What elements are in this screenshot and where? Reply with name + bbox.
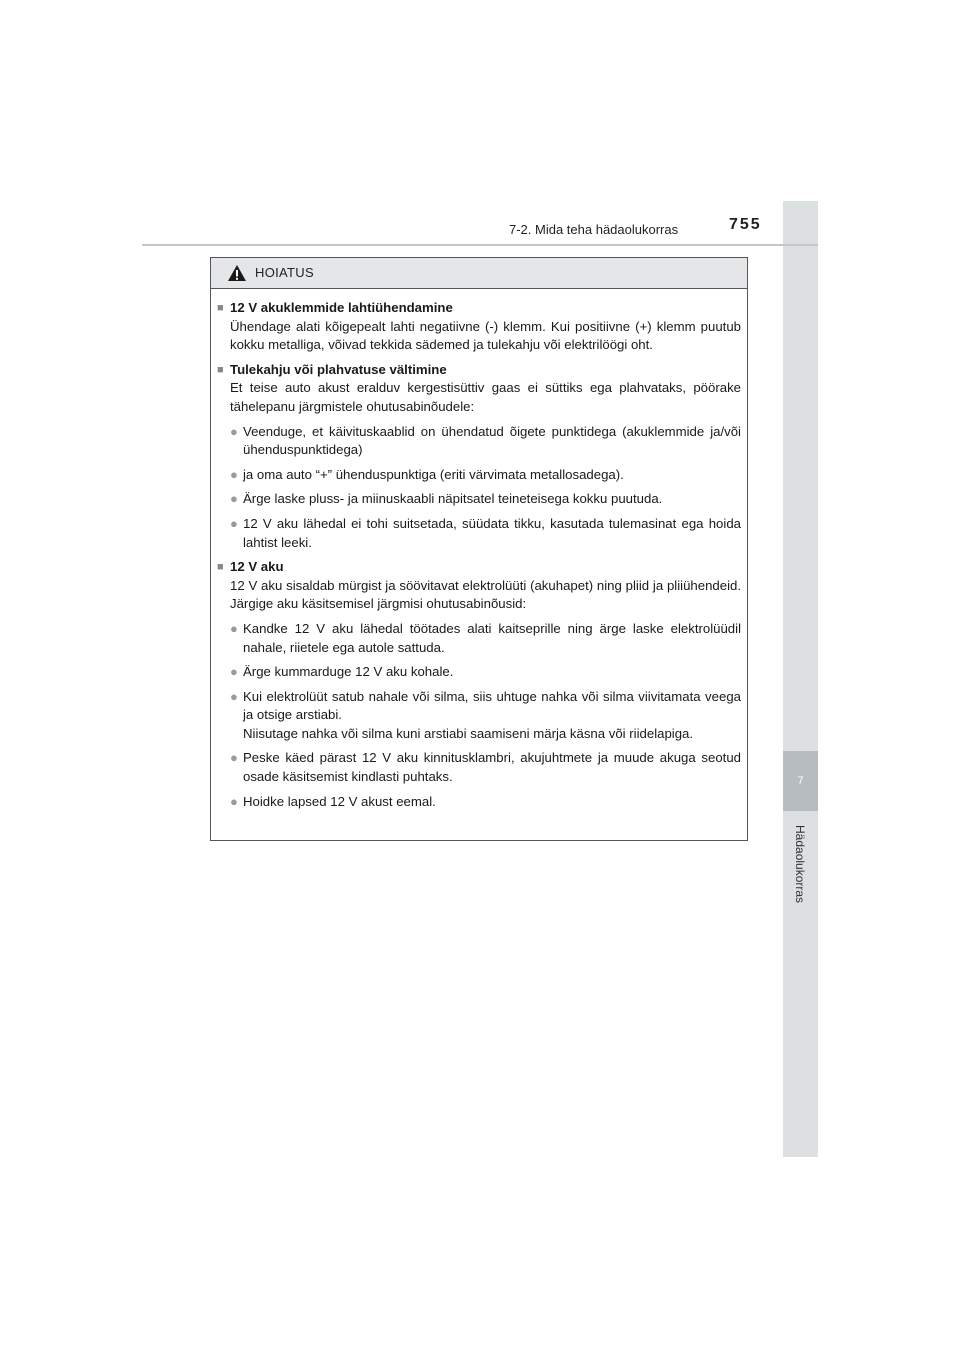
round-bullet-icon: ● — [230, 491, 238, 507]
chapter-number-tab: 7 — [783, 751, 818, 811]
warning-header — [211, 258, 747, 289]
bullet-item — [217, 688, 741, 744]
round-bullet-icon: ● — [230, 750, 238, 766]
bullet-text: Kui elektrolüüt satub nahale või silma, siis uhtuge nahka või silma viivitamata veega ja otsige arstiabi. Niisutage nahka või silma kuni arstiabi saamiseni märja käsna või riidelapiga. — [243, 688, 741, 741]
round-bullet-icon: ● — [230, 664, 238, 680]
round-bullet-icon: ● — [230, 515, 238, 531]
section-heading — [217, 299, 741, 318]
page-number: 755 — [729, 216, 762, 233]
round-bullet-icon: ● — [230, 688, 238, 704]
warning-title: HOIATUS — [255, 265, 314, 280]
bullet-item — [217, 749, 741, 786]
section-heading — [217, 361, 741, 380]
bullet-text: Kandke 12 V aku lähedal töötades alati kaitseprille ning ärge laske elektrolüüdil nahale, riietele ega autole sattuda. — [243, 620, 741, 655]
section-heading-text: Tulekahju või plahvatuse vältimine — [230, 361, 447, 377]
bullet-item — [217, 663, 741, 682]
bullet-text: Veenduge, et käivituskaablid on ühendatud õigete punktidega (akuklemmide ja/või ühenduspunktidega) — [243, 423, 741, 458]
square-bullet-icon: ■ — [217, 363, 224, 376]
section-paragraph: Ühendage alati kõigepealt lahti negatiivne (-) klemm. Kui positiivne (+) klemm puutub kokku metalliga, võivad tekkida sädemed ja tulekahju või elektrilöögi oht. — [230, 318, 741, 353]
bullet-item — [217, 490, 741, 509]
warning-triangle-icon — [227, 264, 247, 287]
bullet-item — [217, 423, 741, 460]
bullet-item — [217, 466, 741, 485]
section-paragraph: Et teise auto akust eralduv kergestisüttiv gaas ei süttiks ega plahvataks, pöörake tähelepanu järgmistele ohutusabinõudele: — [230, 380, 741, 414]
bullet-text: Peske käed pärast 12 V aku kinnitusklambri, akujuhtmete ja muude akuga seotud osade käsitsemist kindlasti puhtaks. — [243, 750, 741, 785]
warning-section — [217, 558, 741, 811]
round-bullet-icon: ● — [230, 466, 238, 482]
warning-section — [217, 299, 741, 355]
section-heading-text: 12 V aku — [230, 559, 284, 575]
round-bullet-icon: ● — [230, 423, 238, 439]
bullet-text: Hoidke lapsed 12 V akust eemal. — [243, 793, 436, 809]
section-heading-text: 12 V akuklemmide lahtiühendamine — [230, 300, 453, 315]
round-bullet-icon: ● — [230, 620, 238, 636]
bullet-text: ja oma auto “+” ühenduspunktiga (eriti värvimata metallosadega). — [243, 466, 624, 482]
square-bullet-icon: ■ — [217, 561, 224, 574]
warning-section — [217, 361, 741, 552]
side-tab-strip — [783, 201, 818, 1157]
chapter-label: Hädaolukorras — [793, 825, 807, 904]
square-bullet-icon: ■ — [217, 302, 224, 314]
section-title: 7-2. Mida teha hädaolukorras — [509, 222, 679, 237]
bullet-item — [217, 515, 741, 552]
warning-body — [211, 289, 747, 811]
section-heading — [217, 558, 741, 577]
section-paragraph: 12 V aku sisaldab mürgist ja söövitavat elektrolüüti (akuhapet) ning pliid ja pliiühendeid. Järgige aku käsitsemisel järgmisi ohutusabinõusid: — [230, 577, 741, 612]
bullet-text: Ärge kummarduge 12 V aku kohale. — [243, 664, 454, 680]
bullet-item — [217, 620, 741, 657]
bullet-item — [217, 793, 741, 812]
bullet-text: 12 V aku lähedal ei tohi suitsetada, süüdata tikku, kasutada tulemasinat ega hoida lahtist leeki. — [243, 515, 741, 550]
round-bullet-icon: ● — [230, 793, 238, 809]
warning-box — [210, 257, 748, 841]
bullet-text: Ärge laske pluss- ja miinuskaabli näpitsatel teineteisega kokku puutuda. — [243, 491, 663, 507]
header-rule — [142, 244, 818, 246]
